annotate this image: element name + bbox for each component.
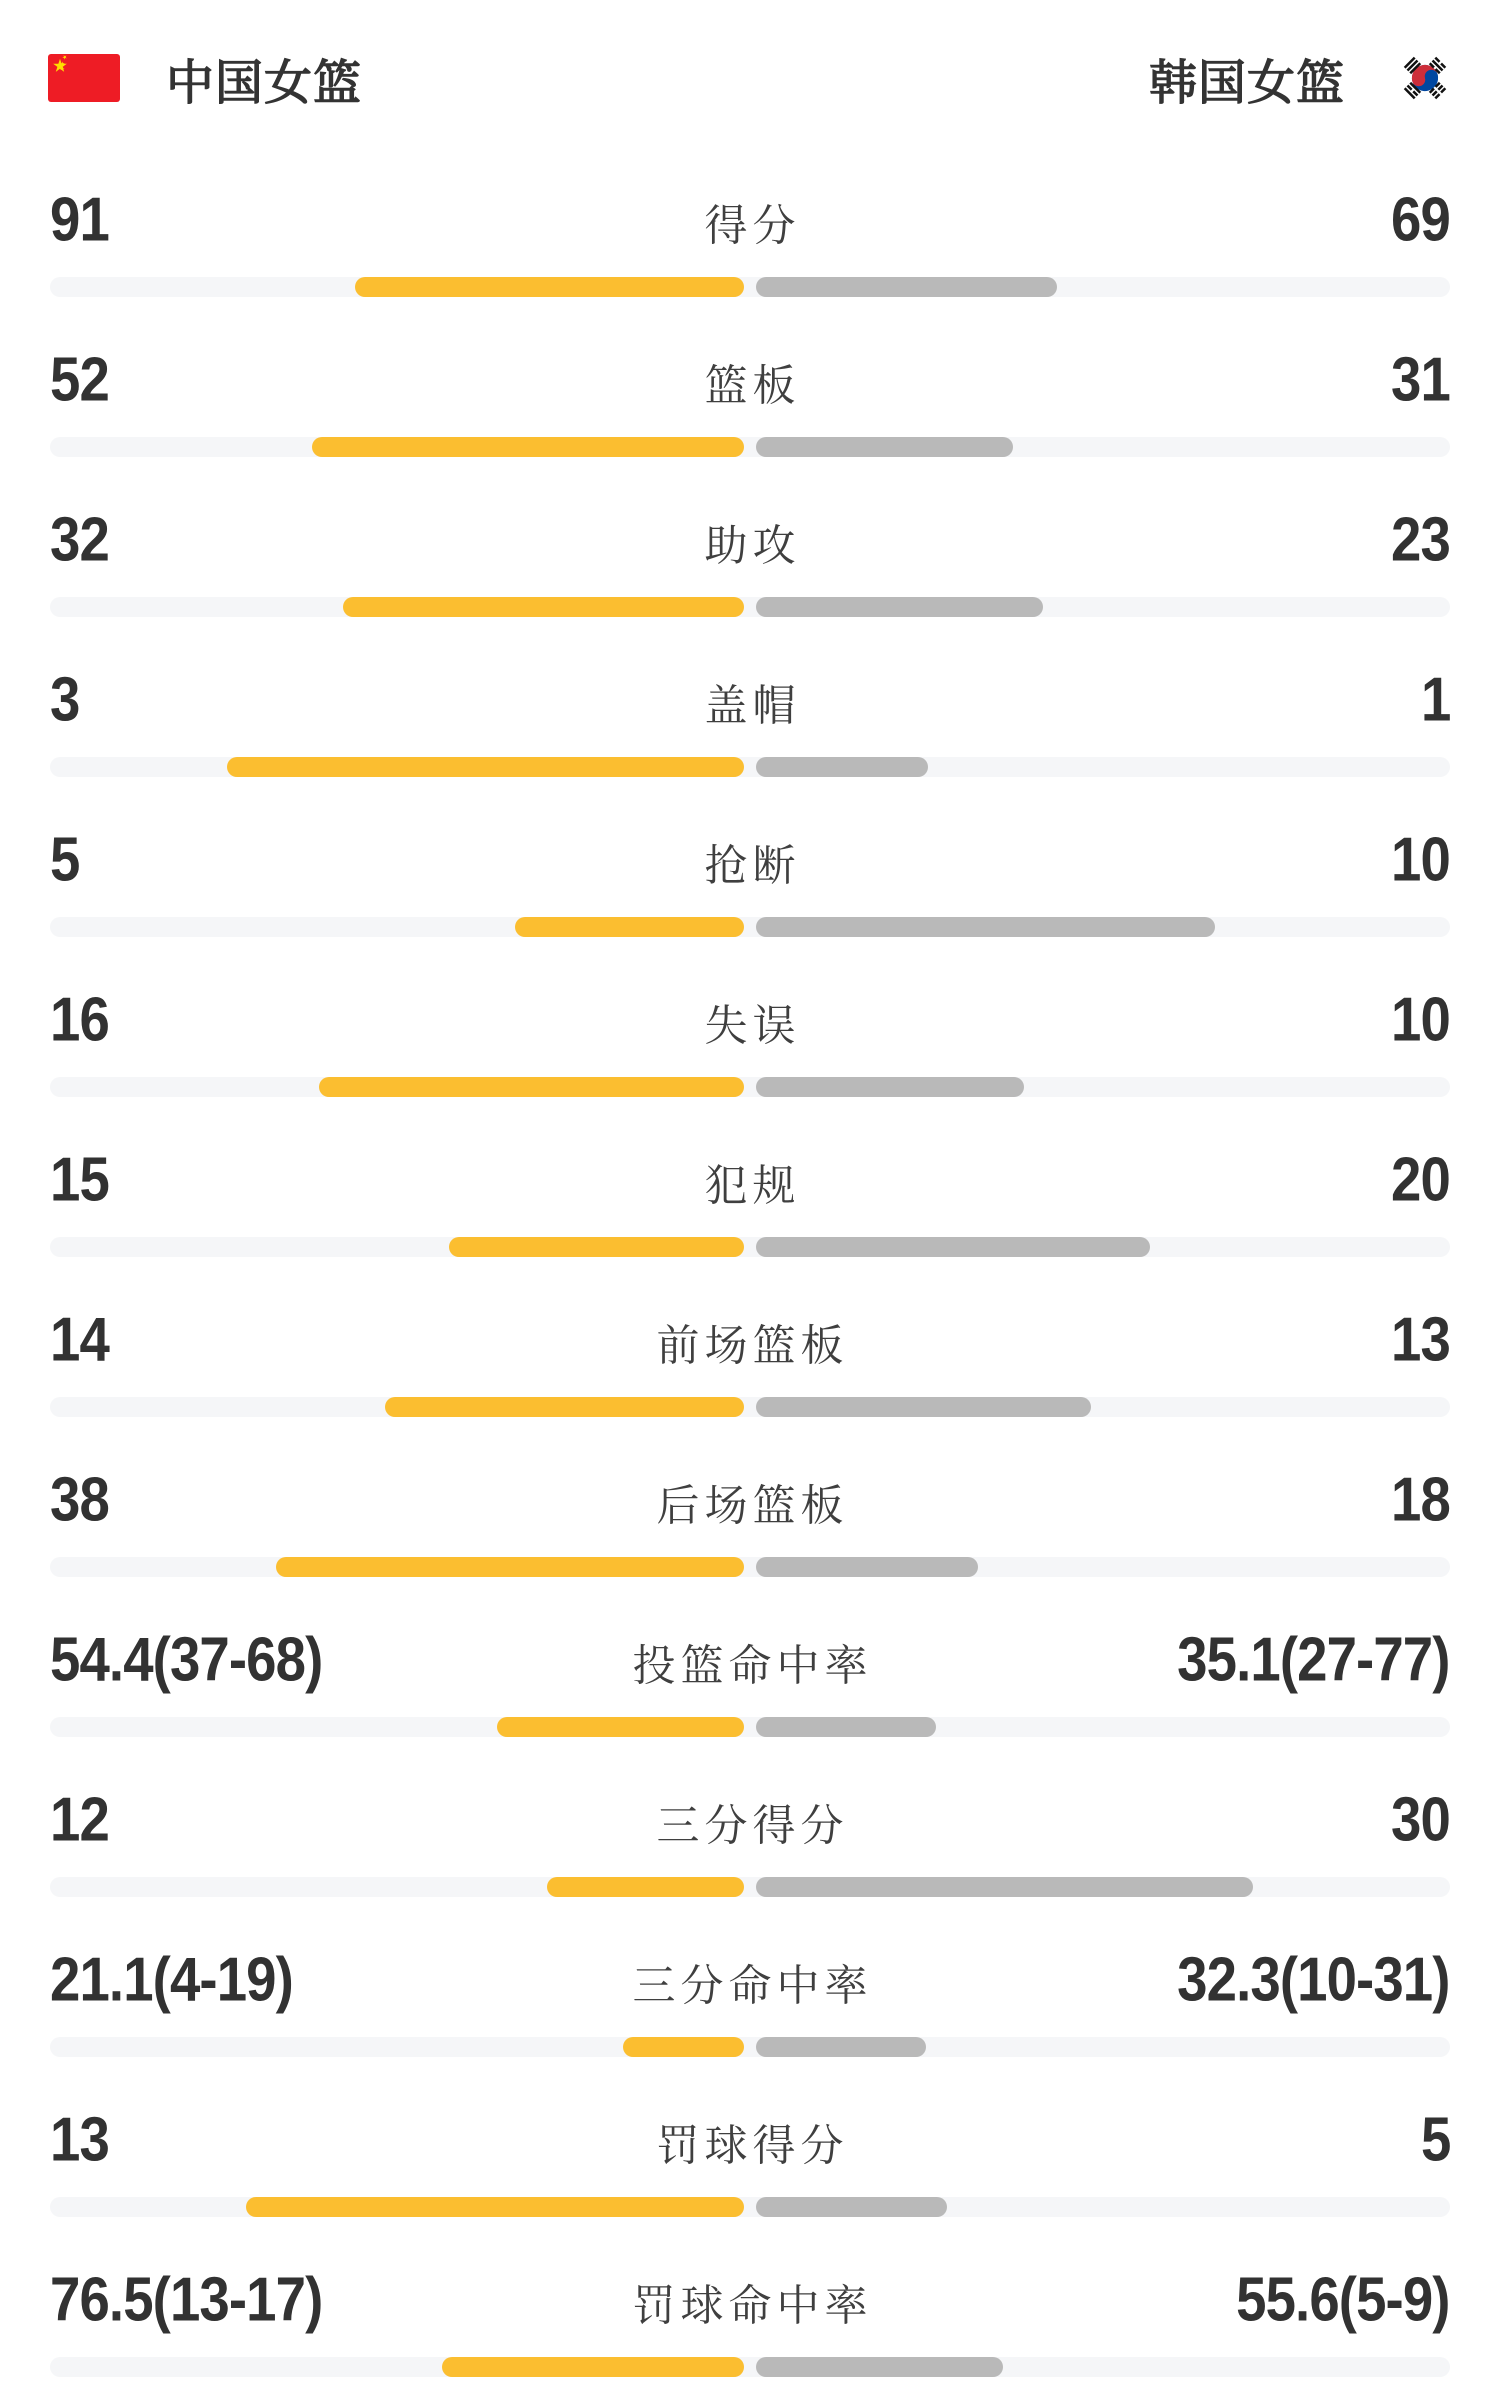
stat-label: 罚球得分 <box>656 2122 849 2171</box>
stat-label: 投篮命中率 <box>632 1642 873 1691</box>
stat-row <box>0 140 1500 300</box>
away-value: 13 <box>1391 1305 1450 1375</box>
stat-row <box>0 300 1500 460</box>
stat-row <box>0 2220 1500 2380</box>
stat-label: 三分得分 <box>656 1802 849 1851</box>
stat-label: 罚球命中率 <box>632 2282 873 2331</box>
away-bar-fill <box>756 597 1043 617</box>
bar-track <box>50 597 1450 617</box>
home-bar-fill <box>442 2357 744 2377</box>
away-value: 5 <box>1420 2105 1450 2175</box>
away-value: 10 <box>1391 825 1450 895</box>
stat-row <box>0 1740 1500 1900</box>
stat-row <box>0 940 1500 1100</box>
stats-list <box>0 140 1500 2380</box>
home-value: 15 <box>50 1145 109 1215</box>
away-bar-fill <box>756 1717 936 1737</box>
stat-label: 前场篮板 <box>656 1322 849 1371</box>
home-value: 16 <box>50 985 109 1055</box>
home-bar-fill <box>319 1077 744 1097</box>
away-value: 35.1(27-77) <box>1177 1625 1450 1695</box>
home-bar-fill <box>385 1397 744 1417</box>
stat-row <box>0 1260 1500 1420</box>
bar-track <box>50 1557 1450 1577</box>
away-value: 55.6(5-9) <box>1236 2265 1450 2335</box>
away-value: 30 <box>1391 1785 1450 1855</box>
away-bar-fill <box>756 1557 978 1577</box>
home-bar-fill <box>515 917 744 937</box>
stat-row <box>0 1900 1500 2060</box>
away-value: 23 <box>1391 505 1450 575</box>
home-bar-fill <box>623 2037 744 2057</box>
bar-track <box>50 1077 1450 1097</box>
away-team-name: 韩国女篮 <box>1148 56 1345 110</box>
stat-row <box>0 460 1500 620</box>
away-team-header <box>1149 44 1463 113</box>
stat-row <box>0 620 1500 780</box>
china-flag-icon <box>48 54 120 102</box>
away-value: 32.3(10-31) <box>1177 1945 1450 2015</box>
stat-label: 盖帽 <box>704 682 801 731</box>
team-header <box>0 0 1500 140</box>
stat-label: 抢断 <box>704 842 801 891</box>
stat-label: 篮板 <box>704 362 801 411</box>
home-bar-fill <box>355 277 744 297</box>
home-bar-fill <box>449 1237 744 1257</box>
away-bar-fill <box>756 1077 1024 1097</box>
home-value: 14 <box>50 1305 109 1375</box>
bar-track <box>50 917 1450 937</box>
bar-track <box>50 1237 1450 1257</box>
home-bar-fill <box>312 437 744 457</box>
away-value: 31 <box>1391 345 1450 415</box>
away-bar-fill <box>756 277 1057 297</box>
home-value: 32 <box>50 505 109 575</box>
home-value: 38 <box>50 1465 109 1535</box>
away-value: 69 <box>1391 185 1450 255</box>
bar-track <box>50 277 1450 297</box>
stat-label: 后场篮板 <box>656 1482 849 1531</box>
home-value: 52 <box>50 345 109 415</box>
away-bar-fill <box>756 1237 1150 1257</box>
home-bar-fill <box>276 1557 744 1577</box>
korea-flag-icon <box>1387 54 1463 102</box>
home-bar-fill <box>497 1717 744 1737</box>
home-value: 5 <box>50 825 80 895</box>
stat-row <box>0 2060 1500 2220</box>
away-bar-fill <box>756 1877 1253 1897</box>
stat-label: 失误 <box>704 1002 801 1051</box>
away-bar-fill <box>756 437 1013 457</box>
bar-track <box>50 1397 1450 1417</box>
home-value: 76.5(13-17) <box>50 2265 323 2335</box>
away-bar-fill <box>756 2197 947 2217</box>
home-team-header <box>48 44 362 113</box>
stat-row <box>0 1100 1500 1260</box>
away-bar-fill <box>756 1397 1091 1417</box>
stat-row <box>0 1420 1500 1580</box>
bar-track <box>50 1717 1450 1737</box>
stat-row <box>0 780 1500 940</box>
home-team-name: 中国女篮 <box>166 56 363 110</box>
home-value: 54.4(37-68) <box>50 1625 323 1695</box>
away-bar-fill <box>756 2357 1003 2377</box>
away-bar-fill <box>756 757 928 777</box>
home-value: 3 <box>50 665 80 735</box>
away-value: 1 <box>1420 665 1450 735</box>
bar-track <box>50 2357 1450 2377</box>
away-bar-fill <box>756 917 1215 937</box>
home-bar-fill <box>547 1877 744 1897</box>
stat-label: 犯规 <box>704 1162 801 1211</box>
home-bar-fill <box>246 2197 744 2217</box>
bar-track <box>50 2037 1450 2057</box>
home-value: 91 <box>50 185 109 255</box>
home-value: 13 <box>50 2105 109 2175</box>
home-bar-fill <box>227 757 744 777</box>
stat-label: 三分命中率 <box>632 1962 873 2011</box>
home-value: 12 <box>50 1785 109 1855</box>
home-bar-fill <box>343 597 744 617</box>
away-value: 20 <box>1391 1145 1450 1215</box>
stat-label: 助攻 <box>704 522 801 571</box>
away-value: 18 <box>1391 1465 1450 1535</box>
stat-label: 得分 <box>704 202 801 251</box>
away-bar-fill <box>756 2037 926 2057</box>
away-value: 10 <box>1391 985 1450 1055</box>
home-value: 21.1(4-19) <box>50 1945 293 2015</box>
stat-row <box>0 1580 1500 1740</box>
bar-track <box>50 437 1450 457</box>
